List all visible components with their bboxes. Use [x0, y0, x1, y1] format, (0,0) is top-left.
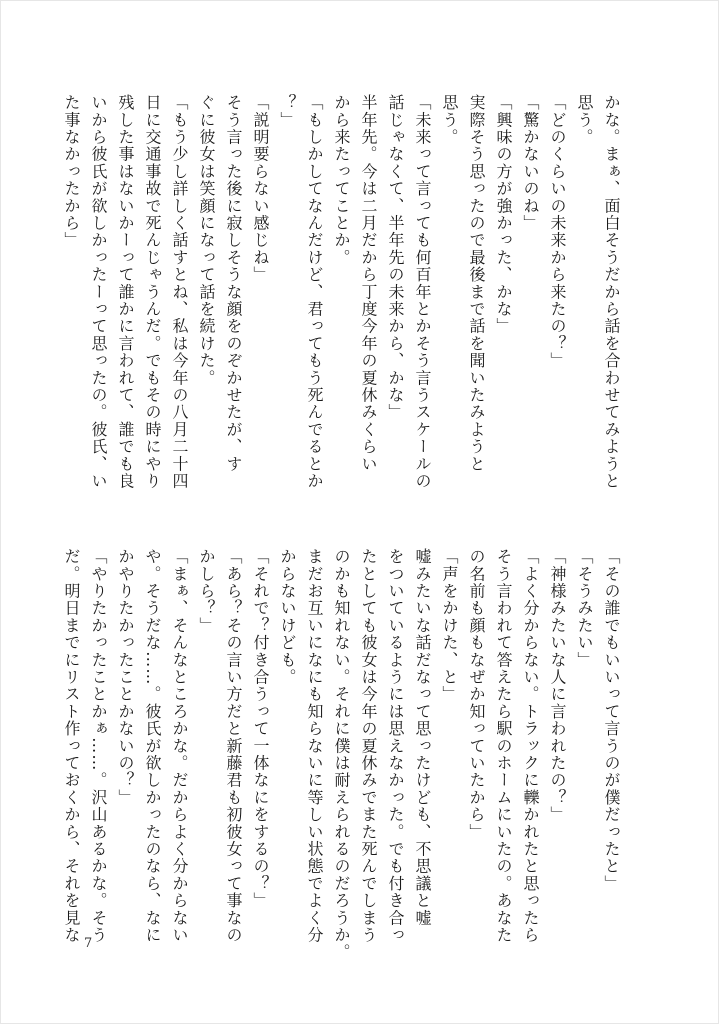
text-line: そう言った後に寂しそうな顔をのぞかせたが、す — [224, 94, 243, 473]
text-line: 思う。 — [440, 94, 459, 146]
text-line: のかも知れない。それに僕は耐えられるのだろうか。 — [332, 548, 351, 961]
text-line: 嘘みたいな話だなって思ったけども、不思議と嘘 — [413, 548, 432, 927]
text-line: 「もう少し詳しく話すとね、私は今年の八月二十四 — [170, 94, 189, 490]
text-line: まだお互いになにも知らないに等しい状態でよく分 — [305, 548, 324, 944]
text-line: そう言われて答えたら駅のホームにいたの。あなた — [494, 548, 513, 944]
text-line: をついているようには思えなかった。でも付き合っ — [386, 548, 405, 944]
text-line: 「どのくらいの未来から来たの？」 — [548, 94, 567, 370]
text-line: 「やりたかったことかぁ……。沢山あるかな。そう — [89, 548, 108, 944]
text-line: 「よく分からない。トラックに轢かれたと思ったら — [521, 548, 540, 944]
text-line: いから彼氏が欲しかったーって思ったの。彼氏、い — [89, 94, 108, 490]
upper-text-block — [62, 94, 624, 494]
text-line: 「驚かないのね」 — [521, 94, 540, 232]
text-line: 残した事はないかーって誰かに言われて、誰でも良 — [116, 94, 135, 490]
text-line: 「興味の方が強かった、かな」 — [494, 94, 513, 335]
lower-text-block — [62, 548, 624, 961]
text-line: ？」 — [278, 94, 297, 129]
text-line: 話じゃなくて、半年先の未来から、かな」 — [386, 94, 405, 421]
text-line: 実際そう思ったので最後まで話を聞いたみようと — [467, 94, 486, 473]
text-line: ぐに彼女は笑顔になって話を続けた。 — [197, 94, 216, 387]
text-line: 「声をかけた、と」 — [440, 548, 459, 703]
text-line: 「あら？その言い方だと新藤君も初彼女って事なの — [224, 548, 243, 944]
text-line: 「神様みたいな人に言われたの？」 — [548, 548, 567, 824]
text-line: 「そうみたい」 — [575, 548, 594, 669]
text-line: たとしても彼女は今年の夏休みでまた死んでしまう — [359, 548, 378, 944]
page-number: 7 — [84, 936, 93, 951]
text-line: 「もしかしてなんだけど、君ってもう死んでるとか — [305, 94, 324, 490]
text-line: 「それで？付き合うって一体なにをするの？」 — [251, 548, 270, 910]
text-line: 日に交通事故で死んじゃうんだ。でもその時にやり — [143, 94, 162, 490]
text-line: 思う。 — [575, 94, 594, 146]
text-line: や。そうだな……。彼氏が欲しかったのなら、なに — [143, 548, 162, 944]
text-line: の名前も顔もなぜか知っていたから」 — [467, 548, 486, 841]
text-line: からないけども。 — [278, 548, 297, 686]
text-line: 半年先。今は二月だから丁度今年の夏休みくらい — [359, 94, 378, 473]
text-line: かやりたかったことかないの？」 — [116, 548, 135, 806]
text-line: た事なかったから」 — [62, 94, 81, 249]
text-line: 「その誰でもいいって言うのが僕だったと」 — [602, 548, 621, 892]
text-line: だ。明日までにリスト作っておくから、それを見な — [62, 548, 81, 944]
text-line: かな。まぁ、面白そうだから話を合わせてみようと — [602, 94, 621, 490]
text-line: 「未来って言っても何百年とかそう言うスケールの — [413, 94, 432, 490]
text-line: かしら？」 — [197, 548, 216, 634]
text-line: から来たってことか。 — [332, 94, 351, 266]
text-line: 「まぁ、そんなところかな。だからよく分からない — [170, 548, 189, 944]
text-line: 「説明要らない感じね」 — [251, 94, 270, 284]
